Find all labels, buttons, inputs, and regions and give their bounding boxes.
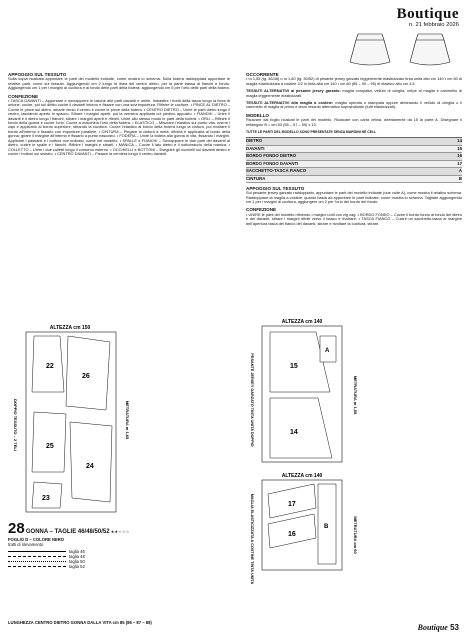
- section-text: maglia compatta, velluto di ciniglia, crêpe di maglia e cammello di maglia leggermente elasticizzati.: [246, 88, 462, 98]
- brand-logo: Boutique: [396, 6, 459, 22]
- page-number: Boutique 53: [417, 623, 459, 632]
- label: TESSUTI ALTERNATIVI al pesante jersey garzato:: [246, 88, 341, 94]
- right-column: [246, 72, 462, 229]
- pattern-caption: [8, 520, 233, 569]
- pattern-1-side-label: [8, 340, 20, 510]
- svg-text:METRATURA m 1,55: METRATURA m 1,55: [353, 375, 358, 415]
- parts-note: TUTTE LE PARTI DEL MODELLO SONO PRESENTATE SENZA MARGINI NÉ CELL: [246, 130, 377, 135]
- section-title: CONFEZIONE: [8, 93, 39, 99]
- table-row: SACCHETTO-TASCA FIANCO A: [246, 168, 462, 175]
- layout-label: ALTEZZA cm 150: [49, 325, 91, 331]
- section-title: MODELLO: [246, 112, 269, 118]
- left-column: [8, 72, 230, 160]
- layout-label: ALTEZZA cm 140: [281, 473, 323, 479]
- pattern-2-side-label: [244, 330, 258, 470]
- pattern-3-meter-label: [348, 490, 360, 580]
- svg-text:15: 15: [290, 363, 298, 370]
- difficulty-stars: ★★☆☆☆: [110, 529, 130, 534]
- sheet-info: FOGLIO D – COLORE NERO: [8, 537, 65, 542]
- skirt-illustrations: [340, 30, 460, 70]
- pattern-3-side-label: [244, 484, 258, 594]
- parts-table: [246, 137, 462, 182]
- table-row: DAVANTI 15: [246, 146, 462, 153]
- svg-text:22: 22: [46, 363, 54, 370]
- section-title: APPOGGIO SUL TESSUTO: [8, 72, 67, 77]
- pattern-title: GONNA – TAGLIE 46/48/50/52: [25, 529, 110, 535]
- pattern-2-meter-label: [348, 330, 360, 460]
- section-title: CONFEZIONE: [246, 207, 277, 213]
- legend-row: taglia 52: [8, 564, 233, 569]
- label: TESSUTI ALTERNATIVI alla maglia a costine:: [246, 100, 334, 106]
- svg-text:26: 26: [82, 373, 90, 380]
- svg-text:25: 25: [46, 443, 54, 450]
- section-title: OCCORRENTE: [246, 72, 279, 77]
- section-text: • m 1,55 (tg. 46/48) o m 1,80 (tg. 50/52) di pesante jersey garzato leggermente elasticizzato tinta unita alto cm 140 • cm 60 di maglia elasticizzata a costine 2/2 in tinta alta cm 140 • cm 80 (85 – 90 – 95) di elastico alto cm 4,5.: [246, 76, 462, 86]
- table-row: BORDO FONDO DAVANTI 17: [246, 161, 462, 168]
- svg-text:24: 24: [86, 463, 94, 470]
- section-text: Sulla copia ricalcata appuntare le parti del modello indicate, come mostra lo schema. Sulla fodera raddoppiata appuntare le relative parti, come sul tessuto. Aggiungendo cm 2 lungo la linea del centro dietro, per la parte bassa di fianchi e fondo. Aggiungendo cm 1 per i margini di cucitura e al fondo delle parti della fodera; aggiungendo cm 5 per l'orlo delle parti della fodera.: [8, 76, 230, 91]
- layout-label: ALTEZZA cm 140: [281, 319, 323, 325]
- svg-text:14: 14: [290, 429, 298, 436]
- pattern-layout-3: [258, 470, 348, 590]
- svg-text:MAGLIA ELASTICIZZATA A COSTINE: MAGLIA ELASTICIZZATA A COSTINE TINTA UNITA: [250, 493, 254, 585]
- svg-text:DOPPIO TESSUTO – 2 TELI: DOPPIO TESSUTO – 2 TELI: [13, 399, 18, 451]
- table-row: BORDO FONDO DIETRO 16: [246, 153, 462, 160]
- svg-text:PESANTE JERSEY GARZATO TINTA U: PESANTE JERSEY GARZATO TINTA UNITA DOPPIO: [250, 353, 254, 447]
- svg-text:23: 23: [42, 495, 50, 502]
- pattern-1-meter-label: [120, 360, 132, 480]
- pattern-layout-1: [20, 322, 120, 514]
- skirt-front-drawing: [350, 34, 390, 65]
- tratti-label: tratti di rilevamento: [8, 542, 44, 547]
- size-legend: [8, 549, 233, 569]
- svg-text:B: B: [324, 524, 329, 530]
- svg-text:A: A: [325, 348, 330, 354]
- table-row: DIETRO 14: [246, 138, 462, 145]
- table-row: CINTURA B: [246, 176, 462, 183]
- issue-number: n. 21 febbraio 2026: [409, 22, 459, 28]
- pattern-layout-2: [258, 316, 348, 464]
- section-text: maglia operata o stampata oppure abbinando il velluto di ciniglia o il cammello di maglia al primo e terzo tessuto alternativo sopraindicato (tutti elasticizzati).: [246, 100, 462, 110]
- svg-text:METRATURA m 1,65: METRATURA m 1,65: [125, 400, 130, 440]
- skirt-back-drawing: [410, 34, 450, 65]
- section-text: Sul pesante jersey garzato raddoppiato, appuntare le parti del modello indicate (due volte A), come mostra il relativo schema. Raddoppiare la maglia a costine, quanto basta ad appuntare le parti indicate, come mostra lo schema. Tagliare aggiungendo cm 1 per i margini di cucitura, aggiungere cm 2 per l'orlo del bordo del fondo.: [246, 190, 462, 205]
- svg-text:17: 17: [288, 501, 296, 508]
- legend-row: taglia 50: [8, 559, 233, 564]
- section-text: Ricavare dal foglio ricalcati le parti del modello. Ricalcare con carta velina, direttamente da 15 la parte A. Disegnare il rettangolo B = cm 53 (55 – 57 – 59) x 10.: [246, 117, 462, 127]
- section-text: • TASCA DAVANTI – Appuntare e sovrapporre le tasche alle parti davanti e unirle. Imbastire i bordi della tasca lungo la linea di unione, cucire, poi sul diritto cucire il davanti intorno e fissare con una sovrimpuntura. Rifinire le cuciture. • PINCE AL DIETRO – Cucire le pince sul dietro, stirarle verso il centro e cucire le pince della fodera. • CENTRO DIETRO – Unire le parti dietro lungo il centro, lasciando aperto lo spacco. Stirare i margini aperti, poi la cerniera applicata col piedino apposito. • FIANCHI – Unire il davanti e il dietro lungo i fianchi, stirare i margini aperti e rifinirli. Unire allo stesso modo le parti della fodera. • ORLI – Rifinire il fondo della gonna e cucire l'orlo. Cucire a macchina l'orlo della fodera. • ELASTICO – Misurare l'elastico sul punto vita, unirne i capi e applicarlo al bordo superiore, stirando la cucitura. Cucire l'elastico al bordo della fodera lungo la cintura, poi rivoltare il bordo all'interno e fissarlo con impunture parallele. • CINTURA – Piegare la cintura a metà, rifinirla e applicarla al bordo della gonna; girare il margine all'interno e fissarlo a punto nascosto. • FODERA – Unire la fodera alla gonna in vita, fissando i margini. Applicare i passanti e i bottoni ove indicato, come nel modello. • SPALLE e FIANCHI – Sovrapporre le due parti del davanti al dietro, cucire le spalle e i fianchi. Rifinire i margini e stirarli. • MANICA – Cucire il lato dietro e il sottobraccio della manica. • COLLETTO – Unire i due colletti lungo il contorno esterno. • OCCHIELLI e BOTTONI – Eseguire gli occhielli sul davanti destro e cucire i bottoni sul sinistro. • CENTRO DAVANTI – Fissare la cerniera lungo il centro davanti.: [8, 97, 230, 157]
- section-text: • UNIRE le parti del modello rifinendo i margini uniti con zig zag. • BORDO FONDO – Cucire il bordo fondo al fondo del dietro e del davanti, stirare i margini rifiniti verso il basso e rivoltare. • TASCA FIANCO – Cucire un sacchetto-tasca al margine dell'apertura tasca del fianco del davanti, stirare e rivoltare la cucitura, stirare.: [246, 211, 462, 226]
- pattern-number: 28: [8, 520, 25, 537]
- length-note: LUNGHEZZA CENTRO DIETRO GONNA DALLA VITA cm 85 (86 – 87 – 88): [8, 620, 152, 625]
- svg-text:METRATURA cm 60: METRATURA cm 60: [353, 516, 358, 554]
- svg-text:16: 16: [288, 531, 296, 538]
- legend-row: taglia 46: [8, 549, 233, 554]
- section-title: APPOGGIO SUL TESSUTO: [246, 185, 305, 191]
- legend-row: taglia 48: [8, 554, 233, 559]
